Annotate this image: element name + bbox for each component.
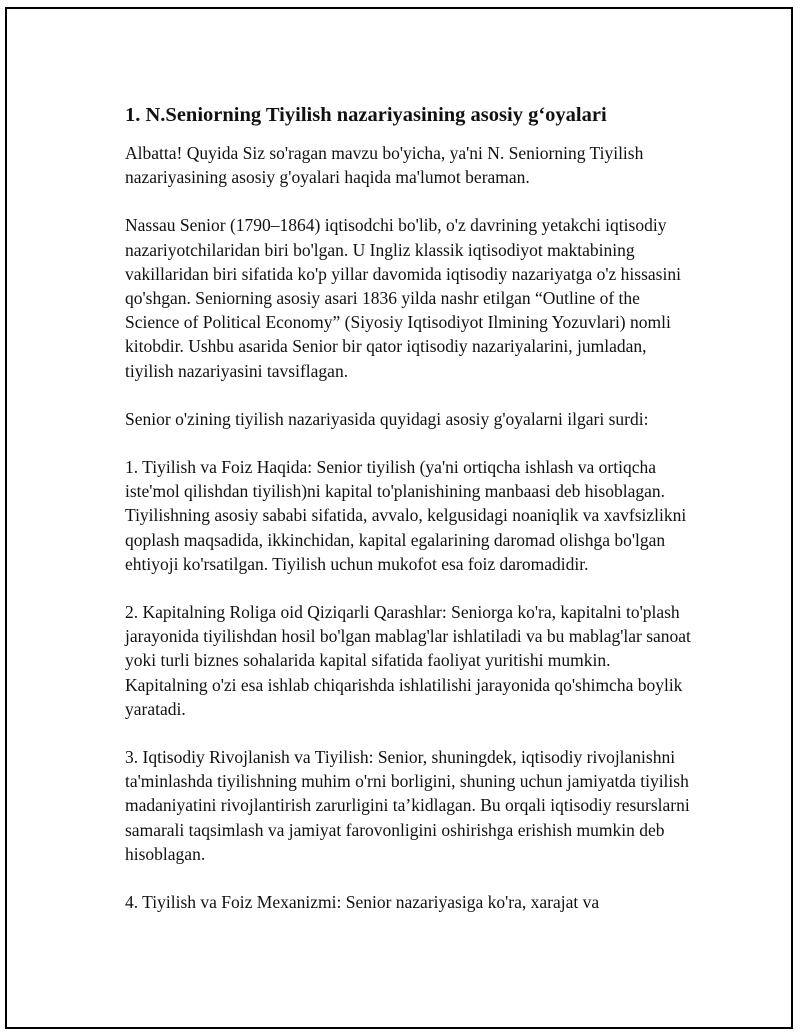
paragraph-point-4: 4. Tiyilish va Foiz Mexanizmi: Senior nazariyasiga ko'ra, xarajat va [125, 892, 600, 913]
paragraph-intro: Albatta! Quyida Siz so'ragan mavzu bo'yicha, ya'ni N. Seniorning Tiyilish nazariyasining asosiy g'oyalari haqida ma'lumot beraman. [125, 143, 644, 188]
paragraph-point-2: 2. Kapitalning Roliga oid Qiziqarli Qarashlar: Seniorga ko'ra, kapitalni to'plash jarayonida tiyilishdan hosil bo'lgan mablag'lar ishlatiladi va bu mablag'lar sanoat yoki turli biznes sohalarida kapital sifatida faoliyat yuritishi mumkin. Kapitalning o'zi esa ishlab chiqarishda ishlatilishi jarayonida qo'shimcha boylik yaratadi. [125, 602, 691, 719]
section-title: 1. N.Seniorning Tiyilish nazariyasining asosiy g‘oyalari [125, 104, 607, 126]
paragraph-point-3: 3. Iqtisodiy Rivojlanish va Tiyilish: Senior, shuningdek, iqtisodiy rivojlanishni ta'minlashda tiyilishning muhim o'rni borligini, shuning uchun jamiyatda tiyilish madaniyatini rivojlantirish zarurligini ta’kidlagan. Bu orqali iqtisodiy resurslarni samarali taqsimlash va jamiyat farovonligini oshirishga erishish mumkin deb hisoblagan. [125, 747, 690, 864]
paragraph-ideas-lead: Senior o'zining tiyilish nazariyasida quyidagi asosiy g'oyalarni ilgari surdi: [125, 408, 649, 429]
paragraph-biography: Nassau Senior (1790–1864) iqtisodchi bo'lib, o'z davrining yetakchi iqtisodiy nazariyotchilaridan biri bo'lgan. U Ingliz klassik iqtisodiyot maktabining vakillaridan biri sifatida ko'p yillar davomida iqtisodiy nazariyatga o'z hissasini qo'shgan. Seniorning asosiy asari 1836 yilda nashr etilgan “Outline of the Science of Political Economy” (Siyosiy Iqtisodiyot Ilmining Yozuvlari) nomli kitobdir. Ushbu asarida Senior bir qator iqtisodiy nazariyalarini, jumladan, tiyilish nazariyasini tavsiflagan. [125, 215, 681, 381]
paragraph-point-1: 1. Tiyilish va Foiz Haqida: Senior tiyilish (ya'ni ortiqcha ishlash va ortiqcha iste'mol qilishdan tiyilish)ni kapital to'planishining manbaasi deb hisoblagan. Tiyilishning asosiy sababi sifatida, avvalo, kelgusidagi noaniqlik va xavfsizlikni qoplash maqsadida, ikkinchidan, kapital egalarining daromad olishga bo'lgan ehtiyoji ko'rsatilgan. Tiyilish uchun mukofot esa foiz daromadidir. [125, 457, 687, 574]
document-page [5, 7, 793, 1029]
document-body [125, 101, 697, 938]
